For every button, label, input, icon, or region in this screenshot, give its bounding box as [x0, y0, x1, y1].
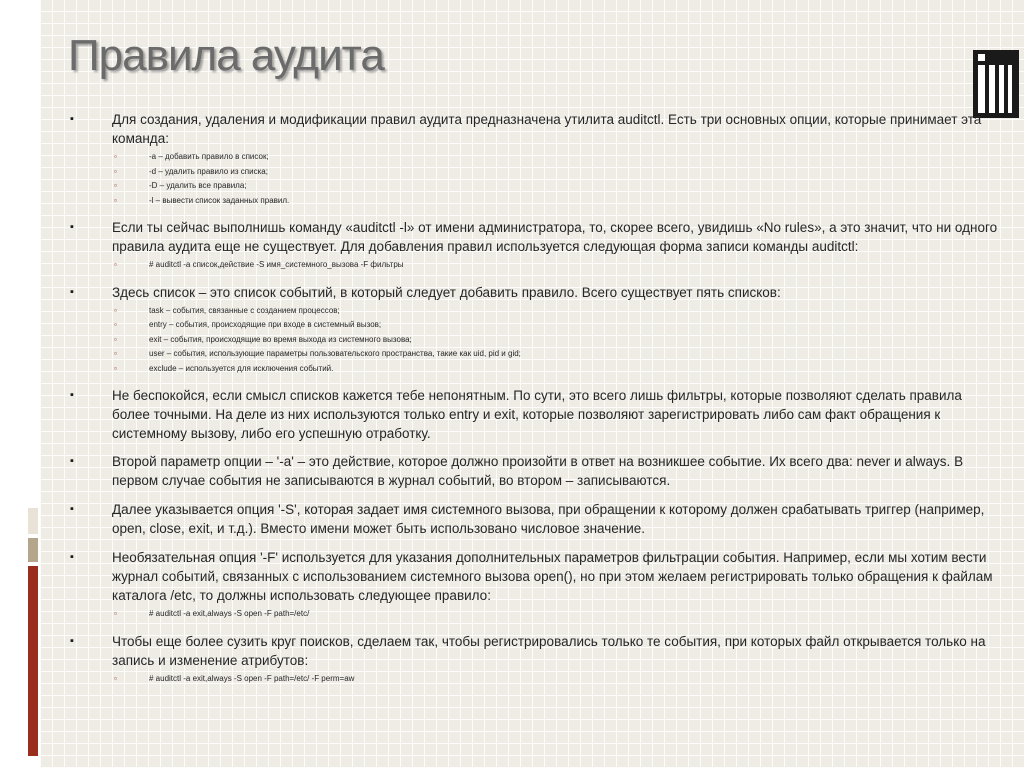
bullet-item	[70, 110, 1000, 148]
bullet-item	[70, 386, 1000, 443]
bullet-marker: ▪	[70, 389, 74, 401]
bullet-text: Необязательная опция '-F' используется для указания дополнительных параметров фильтрации события. Например, если мы хотим вести журнал событий, связанных с использованием системного вызова open(), но при этом желаем регистрировать только обращения к файлам каталога /etc, то должны использовать следующее правило:	[112, 550, 993, 603]
sub-item-text: -l – вывести список заданных правил.	[149, 195, 290, 205]
sub-item-text: -a – добавить правило в список;	[149, 152, 269, 161]
bullet-text: Второй параметр опции – '-a' – это действие, которое должно произойти в ответ на возникшее событие. Их всего два: never и always. В первом случае события не записываются в журнал событий, во втором – записываются.	[112, 454, 964, 488]
bullet-list	[70, 110, 1000, 686]
sub-bullet-marker: ▫	[114, 320, 117, 329]
sub-item	[70, 150, 1000, 165]
sub-list	[70, 304, 1000, 377]
bullet-text: Далее указывается опция '-S', которая задает имя системного вызова, при обращении к которому должен срабатывать триггер (например, open, close, exit, и т.д.). Вместо имени может быть использовано числовое значение.	[112, 502, 985, 536]
sub-item	[70, 304, 1000, 319]
sub-item	[70, 165, 1000, 180]
sub-bullet-marker: ▫	[114, 260, 117, 269]
bullet-text: Не беспокойся, если смысл списков кажется тебе непонятным. По сути, это всего лишь фильтры, которые позволяют сделать правила более точными. На деле из них используются только entry и exit, которые позволяют зарегистрировать либо сам факт обращения к системному вызову, либо его успешную отработку.	[112, 388, 962, 441]
sub-bullet-marker: ▫	[114, 166, 117, 176]
sub-item	[70, 194, 1000, 209]
sub-item	[70, 672, 1000, 687]
decor-bar-tan	[28, 538, 38, 562]
sub-item-text: # auditctl -a exit,always -S open -F path=/etc/	[149, 609, 310, 618]
sub-item-text: # auditctl -a exit,always -S open -F path=/etc/ -F perm=aw	[149, 673, 355, 683]
sub-item	[70, 318, 1000, 333]
sub-list	[70, 672, 1000, 687]
sub-item	[70, 179, 1000, 194]
bullet-marker: ▪	[70, 634, 74, 647]
sub-bullet-marker: ▫	[114, 673, 117, 683]
bullet-marker: ▪	[70, 503, 74, 515]
sub-item-text: user – события, использующие параметры пользовательского пространства, такие как uid, pid и gid;	[149, 349, 521, 358]
bullet-item	[70, 452, 1000, 490]
sub-list	[70, 258, 1000, 273]
bullet-text: Чтобы еще более сузить круг поисков, сделаем так, чтобы регистрировались только те события, при которых файл открывается только на запись и изменение атрибутов:	[112, 633, 986, 668]
sub-item	[70, 333, 1000, 348]
sub-item-text: exit – события, происходящие во время выхода из системного вызова;	[149, 334, 412, 344]
sub-item-text: entry – события, происходящие при входе в системный вызов;	[149, 320, 382, 329]
bullet-marker: ▪	[70, 551, 74, 563]
sub-bullet-marker: ▫	[114, 609, 117, 618]
sub-list	[70, 607, 1000, 622]
bullet-marker: ▪	[70, 221, 74, 233]
bullet-marker: ▪	[70, 113, 74, 125]
corner-decoration	[973, 50, 1019, 118]
bullet-text: Если ты сейчас выполнишь команду «auditctl -l» от имени администратора, то, скорее всего, увидишь «No rules», а это значит, что ни одного правила аудита еще не существует. Для добавления правил используется следующая форма записи команды auditctl:	[112, 220, 998, 254]
sub-item-text: -d – удалить правило из списка;	[149, 166, 268, 176]
bullet-marker: ▪	[70, 455, 74, 467]
sub-bullet-marker: ▫	[114, 195, 117, 205]
bullet-item	[70, 500, 1000, 538]
sub-bullet-marker: ▫	[114, 363, 117, 373]
sub-bullet-marker: ▫	[114, 181, 117, 190]
sub-item-text: exclude – используется для исключения событий.	[149, 363, 334, 373]
bullet-item	[70, 218, 1000, 256]
sub-bullet-marker: ▫	[114, 305, 117, 315]
sub-bullet-marker: ▫	[114, 334, 117, 344]
sub-bullet-marker: ▫	[114, 152, 117, 161]
sub-item-text: task – события, связанные с созданием процессов;	[149, 305, 340, 315]
decor-bar-light	[28, 508, 38, 534]
decor-bar-red	[28, 566, 38, 756]
bullet-text: Здесь список – это список событий, в который следует добавить правило. Всего существует пять списков:	[112, 284, 781, 300]
sub-item	[70, 607, 1000, 622]
bullet-marker: ▪	[70, 285, 74, 298]
bullet-item	[70, 632, 1000, 670]
bullet-item	[70, 548, 1000, 605]
sub-item	[70, 347, 1000, 362]
bullet-text: Для создания, удаления и модификации правил аудита предназначена утилита auditctl. Есть три основных опции, которые принимает эта команда:	[112, 112, 982, 146]
sub-item-text: # auditctl -a список,действие -S имя_системного_вызова -F фильтры	[149, 260, 404, 269]
slide-title: Правила аудита	[68, 31, 384, 80]
sub-bullet-marker: ▫	[114, 349, 117, 358]
sub-item-text: -D – удалить все правила;	[149, 181, 247, 190]
sub-item	[70, 258, 1000, 273]
bullet-item	[70, 283, 1000, 302]
sub-list	[70, 150, 1000, 208]
sub-item	[70, 362, 1000, 377]
